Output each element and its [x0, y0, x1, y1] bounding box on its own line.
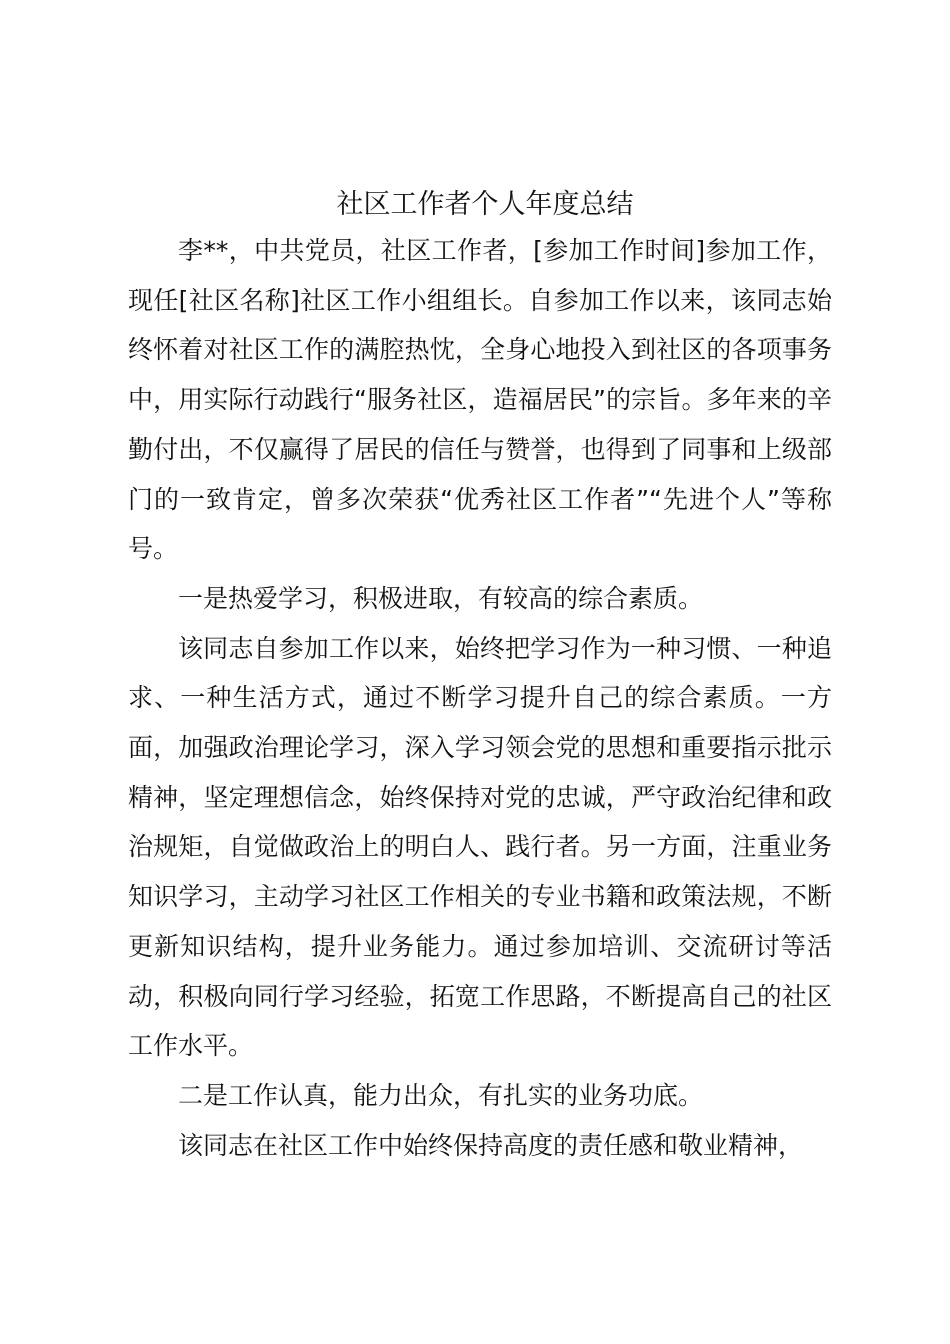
section-heading-1: 一是热爱学习，积极进取，有较高的综合素质。: [178, 583, 704, 613]
document-title: 社区工作者个人年度总结: [336, 189, 634, 220]
section-2-paragraph: 该同志在社区工作中始终保持高度的责任感和敬业精神，: [178, 1130, 804, 1160]
section-1-paragraph: 该同志自参加工作以来，始终把学习作为一种习惯、一种追求、一种生活方式，通过不断学习提升自己的综合素质。一方面，加强政治理论学习，深入学习领会党的思想和重要指示批示精神，坚定理想信念，始终保持对党的忠诚，严守政治纪律和政治规矩，自觉做政治上的明白人、践行者。另一方面，注重业务知识学习，主动学习社区工作相关的专业书籍和政策法规，不断更新知识结构，提升业务能力。通过参加培训、交流研讨等活动，积极向同行学习经验，拓宽工作思路，不断提高自己的社区工作水平。: [128, 633, 832, 1061]
intro-paragraph: 李**，中共党员，社区工作者，[参加工作时间]参加工作，现任[社区名称]社区工作小组组长。自参加工作以来，该同志始终怀着对社区工作的满腔热忱，全身心地投入到社区的各项事务中，用实际行动践行“服务社区，造福居民”的宗旨。多年来的辛勤付出，不仅赢得了居民的信任与赞誉，也得到了同事和上级部门的一致肯定，曾多次荣获“优秀社区工作者”“先进个人”等称号。: [128, 236, 832, 564]
document-body: [128, 184, 832, 1170]
section-heading-2: 二是工作认真，能力出众，有扎实的业务功底。: [178, 1080, 704, 1110]
